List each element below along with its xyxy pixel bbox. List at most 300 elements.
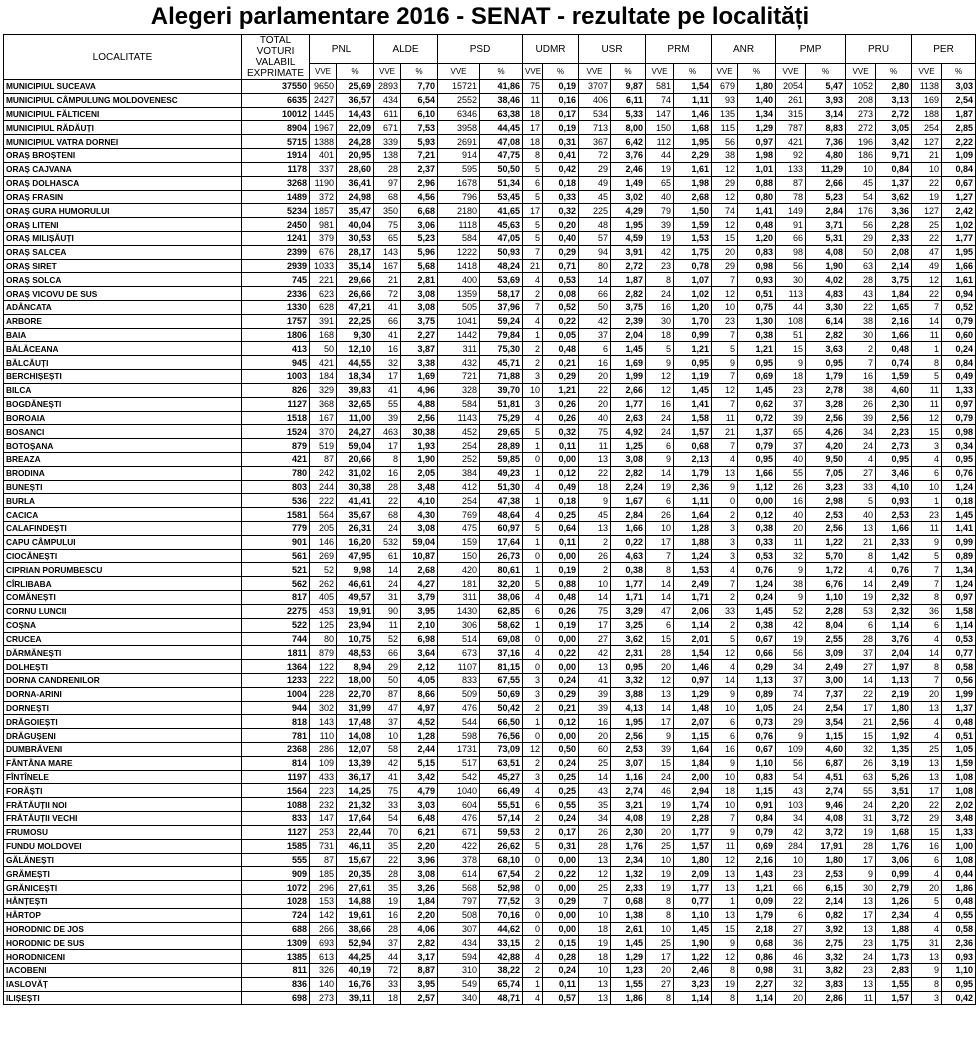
vve-cell: 19 xyxy=(776,632,806,646)
total-votes-cell: 688 xyxy=(242,922,310,936)
percent-cell: 2,82 xyxy=(611,287,646,301)
vve-cell: 549 xyxy=(438,977,480,991)
percent-cell: 46,61 xyxy=(337,577,374,591)
vve-cell: 4 xyxy=(912,632,942,646)
percent-cell: 5,68 xyxy=(401,259,438,273)
table-row xyxy=(4,894,976,908)
vve-cell: 4 xyxy=(712,563,738,577)
vve-cell: 91 xyxy=(776,218,806,232)
vve-cell: 8 xyxy=(712,991,738,1005)
party-header-pnl: PNL xyxy=(310,35,374,64)
locality-name: MUNICIPIUL FĂLTICENI xyxy=(4,107,242,121)
locality-name: ORAȘ SOLCA xyxy=(4,273,242,287)
vve-cell: 34 xyxy=(846,425,876,439)
percent-cell: 3,26 xyxy=(401,881,438,895)
percent-cell: 0,00 xyxy=(543,853,579,867)
percent-cell: 22,70 xyxy=(337,687,374,701)
percent-cell: 4,30 xyxy=(401,508,438,522)
total-votes-cell: 826 xyxy=(242,383,310,397)
vve-cell: 113 xyxy=(776,287,806,301)
percent-cell: 1,29 xyxy=(674,687,712,701)
vve-cell: 378 xyxy=(438,853,480,867)
vve-cell: 269 xyxy=(310,549,337,563)
percent-cell: 2,83 xyxy=(876,964,912,978)
percent-cell: 52,94 xyxy=(337,936,374,950)
vve-cell: 13 xyxy=(579,853,611,867)
percent-cell: 17,48 xyxy=(337,715,374,729)
percent-cell: 0,22 xyxy=(543,314,579,328)
percent-cell: 1,53 xyxy=(674,231,712,245)
vve-cell: 306 xyxy=(438,618,480,632)
vve-cell: 11 xyxy=(912,522,942,536)
percent-cell: 2,00 xyxy=(674,770,712,784)
percent-cell: 2,28 xyxy=(806,604,846,618)
percent-cell: 0,05 xyxy=(543,328,579,342)
percent-cell: 0,38 xyxy=(611,563,646,577)
total-votes-cell: 745 xyxy=(242,273,310,287)
vve-cell: 28 xyxy=(374,867,401,881)
percent-cell: 0,33 xyxy=(738,535,776,549)
vve-cell: 87 xyxy=(776,176,806,190)
vve-cell: 3 xyxy=(523,894,543,908)
percent-cell: 7,37 xyxy=(806,687,846,701)
vve-cell: 13 xyxy=(579,991,611,1005)
percent-cell: 1,29 xyxy=(611,950,646,964)
percent-cell: 0,98 xyxy=(738,259,776,273)
vve-cell: 4 xyxy=(912,922,942,936)
percent-cell: 2,81 xyxy=(401,273,438,287)
vve-cell: 44 xyxy=(776,301,806,315)
locality-name: CORNU LUNCII xyxy=(4,604,242,618)
locality-name: BOGDĂNEȘTI xyxy=(4,397,242,411)
percent-cell: 0,25 xyxy=(543,770,579,784)
percent-cell: 0,48 xyxy=(942,894,976,908)
vve-cell: 310 xyxy=(438,964,480,978)
locality-name: BOTOȘANA xyxy=(4,439,242,453)
percent-cell: 1,02 xyxy=(674,287,712,301)
vve-cell: 328 xyxy=(438,383,480,397)
vve-cell: 2 xyxy=(523,867,543,881)
table-row xyxy=(4,991,976,1005)
vve-cell: 1041 xyxy=(438,314,480,328)
vve-cell: 10 xyxy=(646,522,674,536)
vve-cell: 72 xyxy=(579,149,611,163)
percent-cell: 0,00 xyxy=(738,494,776,508)
percent-cell: 2,04 xyxy=(876,646,912,660)
vve-cell: 1 xyxy=(523,439,543,453)
percent-cell: 3,72 xyxy=(806,825,846,839)
vve-cell: 79 xyxy=(646,204,674,218)
vve-cell: 18 xyxy=(712,784,738,798)
percent-cell: 0,67 xyxy=(738,632,776,646)
table-row xyxy=(4,480,976,494)
percent-cell: 0,09 xyxy=(738,894,776,908)
percent-cell: 1,66 xyxy=(876,522,912,536)
percent-cell: 3,87 xyxy=(401,342,438,356)
percent-cell: 26,62 xyxy=(480,839,523,853)
percent-cell: 5,33 xyxy=(611,107,646,121)
vve-cell: 225 xyxy=(579,204,611,218)
percent-cell: 1,69 xyxy=(401,370,438,384)
vve-cell: 24 xyxy=(374,577,401,591)
vve-cell: 19 xyxy=(646,162,674,176)
percent-cell: 5,31 xyxy=(806,231,846,245)
percent-cell: 3,75 xyxy=(611,301,646,315)
percent-cell: 0,48 xyxy=(876,342,912,356)
vve-cell: 1033 xyxy=(310,259,337,273)
party-header-psd: PSD xyxy=(438,35,523,64)
total-votes-cell: 2336 xyxy=(242,287,310,301)
vve-cell: 39 xyxy=(646,743,674,757)
percent-cell: 0,88 xyxy=(543,577,579,591)
total-votes-cell: 909 xyxy=(242,867,310,881)
percent-cell: 1,74 xyxy=(674,798,712,812)
vve-cell: 5 xyxy=(646,342,674,356)
locality-name: CALAFINDEȘTI xyxy=(4,522,242,536)
percent-cell: 31,99 xyxy=(337,701,374,715)
vve-cell: 32 xyxy=(776,549,806,563)
percent-cell: 2,75 xyxy=(806,936,846,950)
party-header-pru: PRU xyxy=(846,35,912,64)
vve-cell: 22 xyxy=(846,301,876,315)
percent-cell: 0,26 xyxy=(543,604,579,618)
party-header-anr: ANR xyxy=(712,35,776,64)
vve-cell: 33 xyxy=(846,480,876,494)
percent-cell: 0,68 xyxy=(674,439,712,453)
percent-cell: 2,68 xyxy=(401,563,438,577)
percent-cell: 1,37 xyxy=(876,176,912,190)
vve-cell: 693 xyxy=(310,936,337,950)
percent-cell: 1,05 xyxy=(738,701,776,715)
vve-cell: 19 xyxy=(646,867,674,881)
vve-cell: 51 xyxy=(776,328,806,342)
percent-cell: 3,38 xyxy=(401,356,438,370)
percent-cell: 0,55 xyxy=(543,798,579,812)
percent-cell: 31,02 xyxy=(337,466,374,480)
vve-cell: 25 xyxy=(646,839,674,853)
total-votes-cell: 536 xyxy=(242,494,310,508)
vve-cell: 12 xyxy=(646,383,674,397)
vve-cell: 35 xyxy=(374,881,401,895)
percent-cell: 24,27 xyxy=(337,425,374,439)
vve-cell: 252 xyxy=(438,452,480,466)
percent-cell: 1,10 xyxy=(942,964,976,978)
percent-cell: 0,98 xyxy=(942,425,976,439)
vve-cell: 41 xyxy=(374,328,401,342)
percent-cell: 4,26 xyxy=(806,425,846,439)
vve-cell: 1442 xyxy=(438,328,480,342)
vve-cell: 12 xyxy=(579,867,611,881)
vve-cell: 8 xyxy=(912,356,942,370)
vve-cell: 13 xyxy=(712,466,738,480)
vve-cell: 19 xyxy=(646,480,674,494)
percent-cell: 3,25 xyxy=(611,618,646,632)
percent-cell: 0,93 xyxy=(876,494,912,508)
vve-cell: 595 xyxy=(438,162,480,176)
vve-cell: 273 xyxy=(310,991,337,1005)
total-votes-cell: 1564 xyxy=(242,784,310,798)
vve-cell: 66 xyxy=(579,287,611,301)
percent-cell: 0,48 xyxy=(738,218,776,232)
vve-cell: 19 xyxy=(374,894,401,908)
vve-cell: 26 xyxy=(646,508,674,522)
percent-cell: 1,40 xyxy=(738,93,776,107)
table-row xyxy=(4,522,976,536)
percent-cell: 0,74 xyxy=(876,356,912,370)
vve-cell: 367 xyxy=(579,135,611,149)
percent-cell: 38,66 xyxy=(337,922,374,936)
percent-cell: 3,83 xyxy=(806,977,846,991)
vve-cell: 103 xyxy=(776,798,806,812)
percent-cell: 65,74 xyxy=(480,977,523,991)
percent-cell: 0,11 xyxy=(543,439,579,453)
vve-cell: 13 xyxy=(579,452,611,466)
vve-cell: 37 xyxy=(846,646,876,660)
vve-cell: 7 xyxy=(712,328,738,342)
vve-cell: 15 xyxy=(776,342,806,356)
vve-cell: 20 xyxy=(646,825,674,839)
percent-cell: 0,68 xyxy=(611,894,646,908)
locality-name: ORAȘ LITENI xyxy=(4,218,242,232)
vve-cell: 39 xyxy=(579,701,611,715)
percent-cell: 63,38 xyxy=(480,107,523,121)
percent-cell: 0,41 xyxy=(543,149,579,163)
percent-cell: 2,82 xyxy=(401,936,438,950)
percent-cell: 3,23 xyxy=(674,977,712,991)
percent-cell: 2,84 xyxy=(806,204,846,218)
percent-cell: 62,85 xyxy=(480,604,523,618)
percent-cell: 2,86 xyxy=(806,991,846,1005)
percent-cell: 0,38 xyxy=(738,328,776,342)
table-row xyxy=(4,328,976,342)
locality-name: DORNA CANDRENILOR xyxy=(4,673,242,687)
locality-name: ADÂNCATA xyxy=(4,301,242,315)
table-row xyxy=(4,162,976,176)
vve-cell: 6 xyxy=(523,604,543,618)
percent-cell: 1,61 xyxy=(674,162,712,176)
vve-cell: 0 xyxy=(523,632,543,646)
vve-cell: 7 xyxy=(912,563,942,577)
percent-cell: 3,19 xyxy=(876,756,912,770)
vve-cell: 90 xyxy=(374,604,401,618)
vve-cell: 8 xyxy=(912,977,942,991)
vve-cell: 1678 xyxy=(438,176,480,190)
vve-cell: 1 xyxy=(523,535,543,549)
vve-cell: 3 xyxy=(523,673,543,687)
percent-cell: 1,95 xyxy=(611,715,646,729)
percent-cell: 1,11 xyxy=(674,494,712,508)
vve-cell: 24 xyxy=(646,770,674,784)
total-votes-cell: 421 xyxy=(242,452,310,466)
total-votes-cell: 1757 xyxy=(242,314,310,328)
percent-cell: 4,60 xyxy=(876,383,912,397)
percent-cell: 2,22 xyxy=(942,135,976,149)
percent-cell: 17,64 xyxy=(337,812,374,826)
vve-cell: 42 xyxy=(579,314,611,328)
vve-cell: 273 xyxy=(846,107,876,121)
percent-cell: 40,19 xyxy=(337,964,374,978)
vve-cell: 12 xyxy=(712,287,738,301)
vve-cell: 142 xyxy=(310,908,337,922)
percent-cell: 1,59 xyxy=(876,370,912,384)
vve-cell: 5 xyxy=(912,370,942,384)
percent-cell: 3,92 xyxy=(806,922,846,936)
percent-cell: 2,53 xyxy=(806,508,846,522)
vve-cell: 7 xyxy=(712,812,738,826)
vve-cell: 6 xyxy=(523,176,543,190)
percent-cell: 0,78 xyxy=(674,259,712,273)
percent-cell: 1,57 xyxy=(674,425,712,439)
percent-cell: 1,34 xyxy=(942,563,976,577)
vve-cell: 14 xyxy=(374,563,401,577)
percent-cell: 69,08 xyxy=(480,632,523,646)
percent-cell: 0,12 xyxy=(543,466,579,480)
percent-cell: 1,45 xyxy=(942,508,976,522)
vve-cell: 2 xyxy=(523,342,543,356)
vve-cell: 66 xyxy=(776,881,806,895)
vve-cell: 2 xyxy=(523,936,543,950)
percent-cell: 49,57 xyxy=(337,591,374,605)
vve-cell: 453 xyxy=(310,604,337,618)
vve-cell: 22 xyxy=(912,176,942,190)
vve-cell: 505 xyxy=(438,301,480,315)
percent-cell: 1,37 xyxy=(942,701,976,715)
percent-cell: 4,27 xyxy=(401,577,438,591)
percent-cell: 2,44 xyxy=(401,743,438,757)
percent-cell: 0,00 xyxy=(543,729,579,743)
subheader-pct: % xyxy=(674,64,712,80)
percent-cell: 1,45 xyxy=(611,936,646,950)
percent-cell: 19,91 xyxy=(337,604,374,618)
percent-cell: 32,65 xyxy=(337,397,374,411)
percent-cell: 0,31 xyxy=(543,135,579,149)
vve-cell: 14 xyxy=(712,673,738,687)
table-row xyxy=(4,107,976,121)
percent-cell: 30,53 xyxy=(337,231,374,245)
percent-cell: 1,13 xyxy=(738,673,776,687)
vve-cell: 13 xyxy=(846,522,876,536)
percent-cell: 4,56 xyxy=(401,190,438,204)
locality-name: DRĂGUȘENI xyxy=(4,729,242,743)
vve-cell: 315 xyxy=(776,107,806,121)
vve-cell: 1 xyxy=(912,342,942,356)
percent-cell: 2,30 xyxy=(876,397,912,411)
percent-cell: 3,42 xyxy=(876,135,912,149)
vve-cell: 302 xyxy=(310,701,337,715)
percent-cell: 0,33 xyxy=(543,190,579,204)
table-body xyxy=(4,80,976,1005)
vve-cell: 6 xyxy=(776,908,806,922)
vve-cell: 18 xyxy=(579,922,611,936)
locality-name: DĂRMĂNEȘTI xyxy=(4,646,242,660)
vve-cell: 3 xyxy=(912,439,942,453)
vve-cell: 32 xyxy=(776,977,806,991)
vve-cell: 623 xyxy=(310,287,337,301)
percent-cell: 6,14 xyxy=(806,314,846,328)
total-votes-cell: 1178 xyxy=(242,162,310,176)
vve-cell: 15721 xyxy=(438,80,480,94)
vve-cell: 879 xyxy=(310,646,337,660)
vve-cell: 28 xyxy=(846,839,876,853)
percent-cell: 1,95 xyxy=(674,135,712,149)
percent-cell: 29,66 xyxy=(337,273,374,287)
vve-cell: 208 xyxy=(846,93,876,107)
percent-cell: 6,54 xyxy=(401,93,438,107)
table-row xyxy=(4,618,976,632)
table-row xyxy=(4,535,976,549)
vve-cell: 50 xyxy=(374,673,401,687)
vve-cell: 6 xyxy=(846,618,876,632)
vve-cell: 4 xyxy=(523,273,543,287)
table-row xyxy=(4,936,976,950)
vve-cell: 17 xyxy=(523,204,543,218)
percent-cell: 0,11 xyxy=(543,977,579,991)
percent-cell: 0,26 xyxy=(543,411,579,425)
percent-cell: 3,91 xyxy=(611,245,646,259)
vve-cell: 24 xyxy=(646,287,674,301)
vve-cell: 27 xyxy=(646,977,674,991)
percent-cell: 0,79 xyxy=(738,825,776,839)
vve-cell: 63 xyxy=(846,770,876,784)
percent-cell: 1,64 xyxy=(674,508,712,522)
vve-cell: 1118 xyxy=(438,218,480,232)
vve-cell: 24 xyxy=(846,439,876,453)
percent-cell: 3,42 xyxy=(401,770,438,784)
total-votes-cell: 1914 xyxy=(242,149,310,163)
vve-cell: 20 xyxy=(912,881,942,895)
vve-cell: 3 xyxy=(712,535,738,549)
vve-cell: 11 xyxy=(912,397,942,411)
subheader-vve: VVE xyxy=(646,64,674,80)
vve-cell: 13 xyxy=(712,908,738,922)
vve-cell: 75 xyxy=(579,425,611,439)
vve-cell: 23 xyxy=(646,259,674,273)
percent-cell: 26,73 xyxy=(480,549,523,563)
locality-name: CAPU CÂMPULUI xyxy=(4,535,242,549)
percent-cell: 2,56 xyxy=(876,411,912,425)
party-header-alde: ALDE xyxy=(374,35,438,64)
percent-cell: 6,98 xyxy=(401,632,438,646)
percent-cell: 68,10 xyxy=(480,853,523,867)
vve-cell: 6 xyxy=(712,715,738,729)
vve-cell: 421 xyxy=(310,356,337,370)
percent-cell: 0,76 xyxy=(942,466,976,480)
subheader-pct: % xyxy=(480,64,523,80)
table-row xyxy=(4,397,976,411)
vve-cell: 0 xyxy=(523,729,543,743)
percent-cell: 39,11 xyxy=(337,991,374,1005)
vve-cell: 9 xyxy=(776,563,806,577)
percent-cell: 2,37 xyxy=(401,162,438,176)
vve-cell: 8 xyxy=(646,563,674,577)
vve-cell: 9 xyxy=(712,687,738,701)
total-votes-cell: 1524 xyxy=(242,425,310,439)
localitate-header: LOCALITATE xyxy=(4,35,242,80)
vve-cell: 12 xyxy=(712,646,738,660)
percent-cell: 2,82 xyxy=(611,466,646,480)
percent-cell: 32,20 xyxy=(480,577,523,591)
total-votes-cell: 1806 xyxy=(242,328,310,342)
percent-cell: 0,67 xyxy=(942,176,976,190)
percent-cell: 4,08 xyxy=(611,812,646,826)
table-row xyxy=(4,121,976,135)
vve-cell: 1359 xyxy=(438,287,480,301)
vve-cell: 0 xyxy=(523,853,543,867)
percent-cell: 3,75 xyxy=(876,273,912,287)
percent-cell: 4,80 xyxy=(806,149,846,163)
vve-cell: 6 xyxy=(523,798,543,812)
percent-cell: 1,08 xyxy=(942,853,976,867)
